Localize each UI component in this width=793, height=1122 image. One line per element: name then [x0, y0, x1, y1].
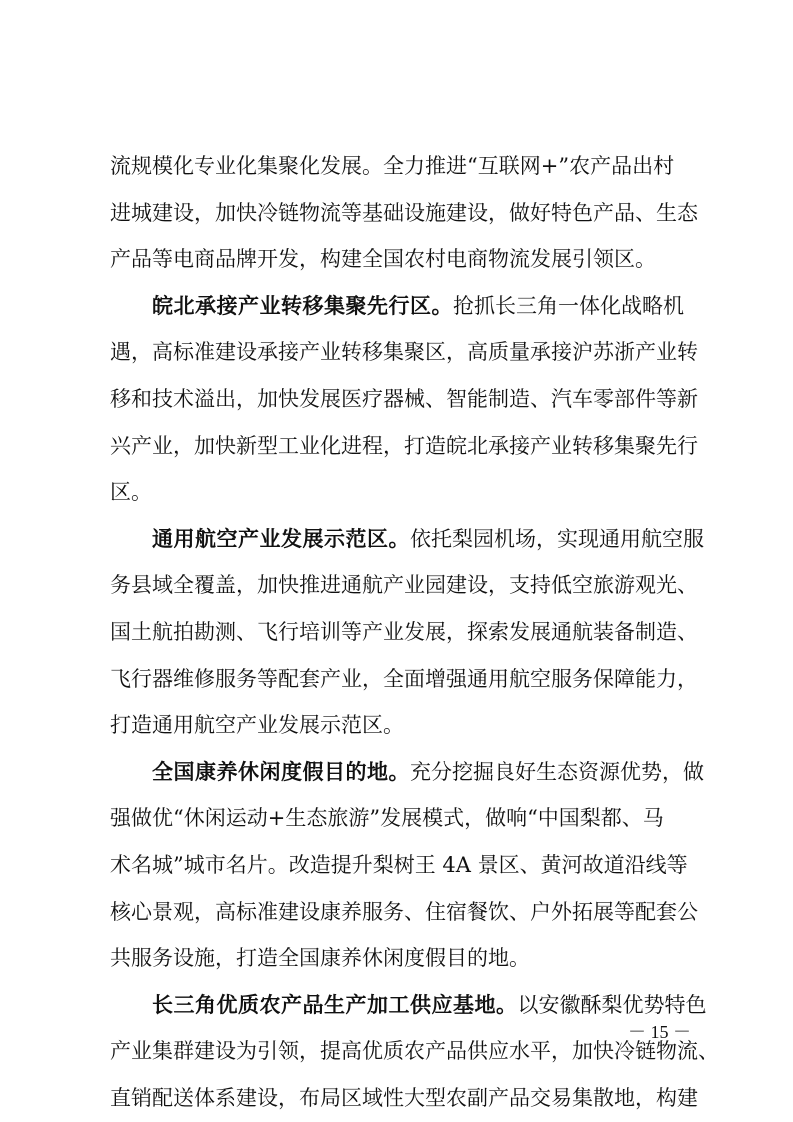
text-line: 区。 — [110, 480, 152, 505]
text-line: 遇，高标准建设承接产业转移集聚区，高质量承接沪苏浙产业转 — [110, 340, 698, 365]
text-line: 国土航拍勘测、飞行培训等产业发展，探索发展通航装备制造、 — [110, 619, 698, 644]
text-line: 产业集群建设为引领，提高优质农产品供应水平，加快冷链物流、 — [110, 1039, 719, 1064]
section-heading: 长三角优质农产品生产加工供应基地。 — [152, 992, 518, 1017]
text-span: 充分挖掘良好生态资源优势，做 — [410, 759, 704, 784]
text-line: 务县域全覆盖，加快推进通航产业园建设，支持低空旅游观光、 — [110, 573, 698, 598]
text-line: 核心景观，高标准建设康养服务、住宿餐饮、户外拓展等配套公 — [110, 899, 698, 924]
paragraph-first-line — [110, 283, 702, 330]
section-heading: 全国康养休闲度假目的地。 — [152, 759, 410, 784]
body-text — [110, 143, 719, 1121]
text-line: 流规模化专业化集聚化发展。全力推进“互联网+”农产品出村 — [110, 154, 675, 178]
text-span: 抢抓长三角一体化战略机 — [453, 293, 684, 318]
page-number: － 15 － — [628, 1022, 691, 1042]
section-heading: 皖北承接产业转移集聚先行区。 — [152, 293, 453, 318]
paragraph-first-line — [110, 516, 702, 563]
text-line: 打造通用航空产业发展示范区。 — [110, 713, 404, 738]
text-line: 进城建设，加快冷链物流等基础设施建设，做好特色产品、生态 — [110, 200, 698, 225]
text-span: 以安徽酥梨优势特色 — [517, 992, 707, 1017]
text-line: 强做优“休闲运动+生态旅游”发展模式，做响“中国梨都、马 — [110, 806, 664, 831]
text-line: 共服务设施，打造全国康养休闲度假目的地。 — [110, 946, 530, 971]
section-heading: 通用航空产业发展示范区。 — [152, 526, 410, 551]
text-line: 术名城”城市名片。改造提升梨树王 4A 景区、黄河故道沿线等 — [110, 852, 688, 877]
paragraph-first-line — [110, 982, 707, 1029]
text-line: 移和技术溢出，加快发展医疗器械、智能制造、汽车零部件等新 — [110, 386, 698, 411]
text-line: 兴产业，加快新型工业化进程，打造皖北承接产业转移集聚先行 — [110, 433, 698, 458]
paragraph-first-line — [110, 749, 702, 796]
text-line: 直销配送体系建设，布局区域性大型农副产品交易集散地，构建 — [110, 1085, 698, 1110]
text-span: 依托梨园机场，实现通用航空服 — [410, 526, 704, 551]
text-line: 飞行器维修服务等配套产业，全面增强通用航空服务保障能力， — [110, 666, 698, 691]
text-line: 产品等电商品牌开发，构建全国农村电商物流发展引领区。 — [110, 247, 656, 272]
